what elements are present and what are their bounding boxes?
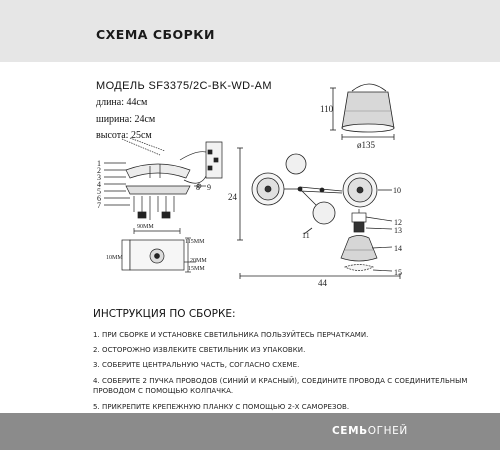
callout-2: 2 [97,166,101,175]
brand-logo [332,425,408,437]
exploded-assembly [104,138,222,220]
shade-exploded-view [341,209,392,271]
callout-13: 13 [394,226,402,235]
callout-3: 3 [97,173,101,182]
width-label: ширина: [96,114,132,125]
callout-15: 15 [394,268,402,277]
instructions-title: ИНСТРУКЦИЯ ПО СБОРКЕ: [93,308,236,320]
instruction-step: 4. СОБЕРИТЕ 2 ПУЧКА ПРОВОДОВ (СИНИЙ И КРАСНЫЙ), СОЕДИНИТЕ ПРОВОДА С СОЕДИНИТЕЛЬНЫМ ПРОВОДОМ С ПОМОЩЬЮ КОЛПАЧКА. [93,376,468,396]
callout-12: 12 [394,218,402,227]
callout-14: 14 [394,244,402,253]
shade-height-dim: 110 [320,104,334,114]
callout-4: 4 [97,180,101,189]
model-label: МОДЕЛЬ SF3375/2C-BK-WD-AM [96,80,272,92]
instruction-step: 3. СОБЕРИТЕ ЦЕНТРАЛЬНУЮ ЧАСТЬ, СОГЛАСНО СХЕМЕ. [93,361,300,370]
instruction-step: 5. ПРИКРЕПИТЕ КРЕПЕЖНУЮ ПЛАНКУ С ПОМОЩЬЮ 2-Х САМОРЕЗОВ. [93,402,350,411]
mount-bottom-dim: 15MM [188,266,205,272]
callout-1: 1 [97,159,101,168]
callout-9: 9 [207,183,211,192]
callout-10: 10 [393,186,401,195]
callout-8: 8 [196,183,200,192]
brand-light: ОГНЕЙ [367,425,408,437]
instruction-step: 1. ПРИ СБОРКЕ И УСТАНОВКЕ СВЕТИЛЬНИКА ПОЛЬЗУЙТЕСЬ ПЕРЧАТКАМИ. [93,331,369,339]
fixture-top-view [237,148,400,279]
footer-band [0,413,500,450]
mount-small-dim: 20MM [190,258,207,264]
width-value: 24см [134,114,156,125]
callout-6: 6 [97,194,101,203]
overall-height-dim: 24 [228,192,237,202]
length-label: длина: [96,97,124,108]
mount-width-dim: 90MM [137,224,154,230]
brand-bold: СЕМЬ [332,425,368,437]
mount-left-dim: 10MM [106,255,123,261]
length-value: 44см [126,97,148,108]
mount-plate-drawing [122,228,196,272]
callout-5: 5 [97,187,101,196]
instruction-step: 2. ОСТОРОЖНО ИЗВЛЕКИТЕ СВЕТИЛЬНИК ИЗ УПАКОВКИ. [93,346,306,355]
page-title: СХЕМА СБОРКИ [96,27,215,42]
height-label: высота: [96,130,129,141]
shade-side-view [330,84,394,140]
callout-11: 11 [302,231,310,240]
shade-diameter-dim: ø135 [357,140,375,150]
height-value: 25см [130,130,152,141]
overall-length-dim: 44 [318,278,327,288]
callout-7: 7 [97,201,101,210]
mount-right-dim: 115MM [185,239,205,245]
